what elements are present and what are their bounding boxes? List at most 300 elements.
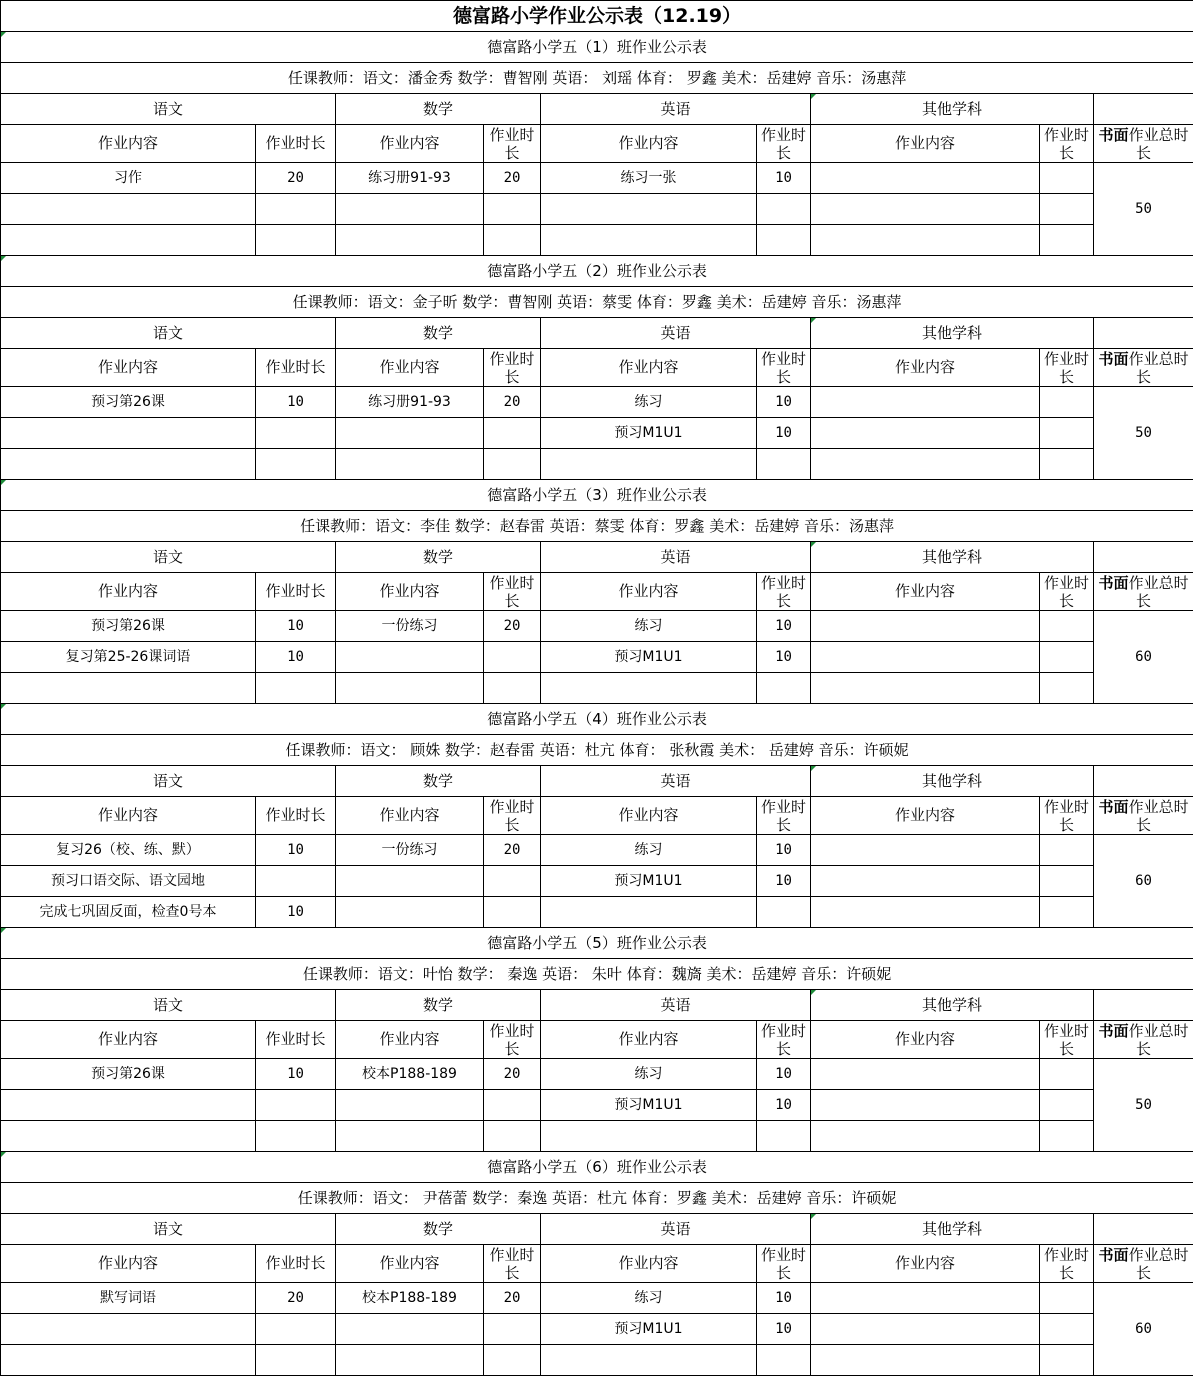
header-total-rest: 作业总时长: [1128, 1245, 1189, 1282]
header-other-duration[interactable]: 作业时长: [1040, 573, 1094, 611]
header-other-duration[interactable]: 作业时长: [1040, 1021, 1094, 1059]
header-math-content[interactable]: 作业内容: [336, 1245, 484, 1283]
english-homework[interactable]: 练习: [541, 611, 757, 642]
subject-header-row: [1, 1214, 1193, 1245]
subject-header-english[interactable]: 英语: [541, 94, 811, 125]
class-title-row: [1, 928, 1193, 959]
math-duration[interactable]: [484, 897, 541, 928]
subject-header-english[interactable]: 英语: [541, 990, 811, 1021]
english-duration[interactable]: 10: [757, 1283, 811, 1314]
math-duration[interactable]: 20: [484, 835, 541, 866]
header-math-duration[interactable]: 作业时长: [484, 797, 541, 835]
subject-header-english[interactable]: 英语: [541, 1214, 811, 1245]
math-homework[interactable]: [336, 418, 484, 449]
math-duration[interactable]: 20: [484, 1059, 541, 1090]
chinese-duration[interactable]: [256, 194, 336, 225]
class-title[interactable]: 德富路小学五（5）班作业公示表: [1, 928, 1193, 959]
other-homework[interactable]: [811, 163, 1040, 194]
header-chinese-content[interactable]: 作业内容: [1, 125, 256, 163]
english-duration[interactable]: 10: [757, 1059, 811, 1090]
other-duration[interactable]: [1040, 449, 1094, 480]
subject-header-english[interactable]: 英语: [541, 766, 811, 797]
other-duration[interactable]: [1040, 1121, 1094, 1152]
header-total-bold: 书面: [1098, 573, 1129, 592]
header-english-content[interactable]: 作业内容: [541, 349, 757, 387]
header-other-duration[interactable]: 作业时长: [1040, 797, 1094, 835]
header-english-duration[interactable]: 作业时长: [757, 797, 811, 835]
chinese-duration[interactable]: 20: [256, 163, 336, 194]
english-homework[interactable]: [541, 1121, 757, 1152]
chinese-duration[interactable]: 20: [256, 1283, 336, 1314]
other-homework[interactable]: [811, 897, 1040, 928]
chinese-duration[interactable]: 10: [256, 642, 336, 673]
english-duration[interactable]: 10: [757, 866, 811, 897]
chinese-homework[interactable]: [1, 1314, 256, 1345]
header-total-bold: 书面: [1098, 1245, 1129, 1264]
header-other-content[interactable]: 作业内容: [811, 125, 1040, 163]
header-math-content[interactable]: 作业内容: [336, 349, 484, 387]
other-homework[interactable]: [811, 387, 1040, 418]
chinese-duration[interactable]: 10: [256, 835, 336, 866]
homework-row: [1, 673, 1193, 704]
english-homework[interactable]: 预习M1U1: [541, 866, 757, 897]
header-other-duration[interactable]: 作业时长: [1040, 1245, 1094, 1283]
total-duration[interactable]: 50: [1094, 163, 1193, 256]
teacher-list[interactable]: 任课教师：语文：李佳 数学：赵春雷 英语：蔡雯 体育：罗鑫 美术：岳建婷 音乐：汤惠萍: [1, 511, 1193, 542]
header-math-duration[interactable]: 作业时长: [484, 349, 541, 387]
page-title-row: [1, 1, 1193, 32]
homework-row: [1, 866, 1193, 897]
other-duration[interactable]: [1040, 387, 1094, 418]
chinese-duration[interactable]: 10: [256, 1059, 336, 1090]
english-duration[interactable]: [757, 225, 811, 256]
other-homework[interactable]: [811, 194, 1040, 225]
header-math-duration[interactable]: 作业时长: [484, 1021, 541, 1059]
header-chinese-content[interactable]: 作业内容: [1, 1245, 256, 1283]
english-duration[interactable]: 10: [757, 387, 811, 418]
total-duration[interactable]: 50: [1094, 1059, 1193, 1152]
class-title[interactable]: 德富路小学五（4）班作业公示表: [1, 704, 1193, 735]
other-duration[interactable]: [1040, 642, 1094, 673]
chinese-duration[interactable]: [256, 418, 336, 449]
subject-header-math[interactable]: 数学: [336, 542, 541, 573]
other-duration[interactable]: [1040, 1059, 1094, 1090]
english-homework[interactable]: [541, 897, 757, 928]
chinese-homework[interactable]: [1, 194, 256, 225]
subject-header-math[interactable]: 数学: [336, 1214, 541, 1245]
header-chinese-content[interactable]: 作业内容: [1, 1021, 256, 1059]
header-math-duration[interactable]: 作业时长: [484, 573, 541, 611]
header-other-duration[interactable]: 作业时长: [1040, 125, 1094, 163]
header-total-duration[interactable]: [1094, 1245, 1193, 1283]
header-math-content[interactable]: 作业内容: [336, 125, 484, 163]
math-duration[interactable]: [484, 1121, 541, 1152]
math-homework[interactable]: [336, 897, 484, 928]
chinese-duration[interactable]: 10: [256, 897, 336, 928]
math-duration[interactable]: [484, 1090, 541, 1121]
teacher-list[interactable]: 任课教师：语文：金子昕 数学：曹智刚 英语：蔡雯 体育：罗鑫 美术：岳建婷 音乐：汤惠萍: [1, 287, 1193, 318]
header-english-content[interactable]: 作业内容: [541, 573, 757, 611]
math-duration[interactable]: [484, 225, 541, 256]
chinese-duration[interactable]: [256, 1121, 336, 1152]
chinese-duration[interactable]: [256, 1345, 336, 1376]
english-duration[interactable]: 10: [757, 835, 811, 866]
subject-header-other[interactable]: 其他学科: [811, 990, 1094, 1021]
header-chinese-content[interactable]: 作业内容: [1, 797, 256, 835]
english-duration[interactable]: [757, 1345, 811, 1376]
english-homework[interactable]: 练习: [541, 387, 757, 418]
chinese-duration[interactable]: [256, 225, 336, 256]
chinese-homework[interactable]: 预习口语交际、语文园地: [1, 866, 256, 897]
homework-row: [1, 418, 1193, 449]
chinese-duration[interactable]: [256, 866, 336, 897]
chinese-homework[interactable]: [1, 418, 256, 449]
math-homework[interactable]: 练习册91-93: [336, 163, 484, 194]
header-english-content[interactable]: 作业内容: [541, 1021, 757, 1059]
subject-header-english[interactable]: 英语: [541, 318, 811, 349]
other-duration[interactable]: [1040, 1345, 1094, 1376]
chinese-homework[interactable]: 复习第25-26课词语: [1, 642, 256, 673]
page-title[interactable]: 德富路小学作业公示表（12.19）: [1, 1, 1193, 32]
math-homework[interactable]: [336, 866, 484, 897]
header-math-content[interactable]: 作业内容: [336, 573, 484, 611]
header-chinese-duration[interactable]: 作业时长: [256, 797, 336, 835]
header-chinese-duration[interactable]: 作业时长: [256, 573, 336, 611]
english-duration[interactable]: 10: [757, 163, 811, 194]
other-duration[interactable]: [1040, 835, 1094, 866]
other-duration[interactable]: [1040, 418, 1094, 449]
subject-header-math[interactable]: 数学: [336, 766, 541, 797]
math-duration[interactable]: 20: [484, 611, 541, 642]
chinese-homework[interactable]: 预习第26课: [1, 611, 256, 642]
header-chinese-duration[interactable]: 作业时长: [256, 349, 336, 387]
header-chinese-content[interactable]: 作业内容: [1, 349, 256, 387]
header-chinese-duration[interactable]: 作业时长: [256, 125, 336, 163]
teacher-list[interactable]: 任课教师：语文：叶怡 数学： 秦逸 英语： 朱叶 体育：魏旖 美术：岳建婷 音乐：许硕妮: [1, 959, 1193, 990]
other-duration[interactable]: [1040, 194, 1094, 225]
math-duration[interactable]: [484, 1345, 541, 1376]
subject-header-row: [1, 766, 1193, 797]
homework-row: [1, 1314, 1193, 1345]
english-homework[interactable]: 练习: [541, 1059, 757, 1090]
math-homework[interactable]: [336, 642, 484, 673]
teacher-row: [1, 1183, 1193, 1214]
chinese-homework[interactable]: [1, 1090, 256, 1121]
teacher-row: [1, 735, 1193, 766]
english-homework[interactable]: 练习一张: [541, 163, 757, 194]
math-duration[interactable]: [484, 194, 541, 225]
header-total-bold: 书面: [1098, 125, 1129, 144]
chinese-homework[interactable]: 预习第26课: [1, 387, 256, 418]
total-duration[interactable]: 60: [1094, 611, 1193, 704]
class-title-row: [1, 704, 1193, 735]
other-duration[interactable]: [1040, 1283, 1094, 1314]
other-homework[interactable]: [811, 1090, 1040, 1121]
chinese-homework[interactable]: 预习第26课: [1, 1059, 256, 1090]
subject-header-blank[interactable]: [1094, 1214, 1193, 1245]
homework-row: [1, 642, 1193, 673]
class-title-row: [1, 480, 1193, 511]
header-english-duration[interactable]: 作业时长: [757, 125, 811, 163]
header-total-bold: 书面: [1098, 797, 1129, 816]
column-header-row: [1, 1245, 1193, 1283]
subject-header-chinese[interactable]: 语文: [1, 94, 336, 125]
header-total-bold: 书面: [1098, 349, 1129, 368]
header-total-rest: 作业总时长: [1128, 349, 1189, 386]
subject-header-blank[interactable]: [1094, 542, 1193, 573]
header-english-duration[interactable]: 作业时长: [757, 1245, 811, 1283]
teacher-list[interactable]: 任课教师：语文： 尹蓓蕾 数学：秦逸 英语：杜亢 体育：罗鑫 美术：岳建婷 音乐：许硕妮: [1, 1183, 1193, 1214]
math-homework[interactable]: [336, 1121, 484, 1152]
class-title-row: [1, 32, 1193, 63]
english-homework[interactable]: [541, 449, 757, 480]
header-english-content[interactable]: 作业内容: [541, 1245, 757, 1283]
header-total-duration[interactable]: [1094, 349, 1193, 387]
english-duration[interactable]: 10: [757, 611, 811, 642]
subject-header-other[interactable]: 其他学科: [811, 318, 1094, 349]
teacher-row: [1, 287, 1193, 318]
english-homework[interactable]: 练习: [541, 1283, 757, 1314]
subject-header-blank[interactable]: [1094, 766, 1193, 797]
math-homework[interactable]: [336, 1345, 484, 1376]
homework-row: [1, 1345, 1193, 1376]
other-homework[interactable]: [811, 1345, 1040, 1376]
class-title[interactable]: 德富路小学五（3）班作业公示表: [1, 480, 1193, 511]
header-total-rest: 作业总时长: [1128, 573, 1189, 610]
chinese-homework[interactable]: 习作: [1, 163, 256, 194]
header-chinese-duration[interactable]: 作业时长: [256, 1245, 336, 1283]
column-header-row: [1, 349, 1193, 387]
header-other-duration[interactable]: 作业时长: [1040, 349, 1094, 387]
subject-header-other[interactable]: 其他学科: [811, 1214, 1094, 1245]
math-homework[interactable]: 练习册91-93: [336, 387, 484, 418]
subject-header-math[interactable]: 数学: [336, 318, 541, 349]
subject-header-row: [1, 542, 1193, 573]
other-duration[interactable]: [1040, 225, 1094, 256]
total-duration[interactable]: 60: [1094, 835, 1193, 928]
header-total-duration[interactable]: [1094, 797, 1193, 835]
english-duration[interactable]: 10: [757, 1090, 811, 1121]
column-header-row: [1, 573, 1193, 611]
other-homework[interactable]: [811, 449, 1040, 480]
math-duration[interactable]: [484, 418, 541, 449]
homework-row: [1, 225, 1193, 256]
header-total-duration[interactable]: [1094, 573, 1193, 611]
other-duration[interactable]: [1040, 163, 1094, 194]
subject-header-chinese[interactable]: 语文: [1, 990, 336, 1021]
total-duration[interactable]: 60: [1094, 1283, 1193, 1376]
subject-header-other[interactable]: 其他学科: [811, 766, 1094, 797]
math-homework[interactable]: [336, 194, 484, 225]
header-total-duration[interactable]: [1094, 1021, 1193, 1059]
chinese-duration[interactable]: [256, 673, 336, 704]
other-homework[interactable]: [811, 1314, 1040, 1345]
header-english-duration[interactable]: 作业时长: [757, 573, 811, 611]
homework-row: [1, 1283, 1193, 1314]
other-duration[interactable]: [1040, 897, 1094, 928]
chinese-duration[interactable]: [256, 1090, 336, 1121]
subject-header-row: [1, 94, 1193, 125]
class-title-row: [1, 256, 1193, 287]
header-other-content[interactable]: 作业内容: [811, 1021, 1040, 1059]
english-duration[interactable]: [757, 194, 811, 225]
subject-header-other[interactable]: 其他学科: [811, 542, 1094, 573]
header-english-content[interactable]: 作业内容: [541, 125, 757, 163]
teacher-list[interactable]: 任课教师：语文： 顾姝 数学：赵春雷 英语：杜亢 体育： 张秋霞 美术： 岳建婷 音乐：许硕妮: [1, 735, 1193, 766]
header-english-duration[interactable]: 作业时长: [757, 1021, 811, 1059]
math-duration[interactable]: 20: [484, 387, 541, 418]
math-duration[interactable]: [484, 1314, 541, 1345]
header-total-bold: 书面: [1098, 1021, 1129, 1040]
subject-header-chinese[interactable]: 语文: [1, 1214, 336, 1245]
math-homework[interactable]: 一份练习: [336, 835, 484, 866]
english-duration[interactable]: [757, 1121, 811, 1152]
english-homework[interactable]: [541, 673, 757, 704]
teacher-row: [1, 511, 1193, 542]
math-duration[interactable]: [484, 642, 541, 673]
other-homework[interactable]: [811, 866, 1040, 897]
math-homework[interactable]: 校本P188-189: [336, 1059, 484, 1090]
math-homework[interactable]: [336, 449, 484, 480]
header-other-content[interactable]: 作业内容: [811, 797, 1040, 835]
homework-row: [1, 611, 1193, 642]
english-homework[interactable]: [541, 1345, 757, 1376]
other-homework[interactable]: [811, 673, 1040, 704]
other-homework[interactable]: [811, 642, 1040, 673]
class-title-row: [1, 1152, 1193, 1183]
other-homework[interactable]: [811, 418, 1040, 449]
header-other-content[interactable]: 作业内容: [811, 1245, 1040, 1283]
class-title[interactable]: 德富路小学五（1）班作业公示表: [1, 32, 1193, 63]
header-total-rest: 作业总时长: [1128, 797, 1189, 834]
subject-header-math[interactable]: 数学: [336, 990, 541, 1021]
chinese-duration[interactable]: 10: [256, 387, 336, 418]
english-duration[interactable]: 10: [757, 642, 811, 673]
math-duration[interactable]: 20: [484, 163, 541, 194]
subject-header-english[interactable]: 英语: [541, 542, 811, 573]
header-other-content[interactable]: 作业内容: [811, 349, 1040, 387]
english-duration[interactable]: [757, 897, 811, 928]
math-homework[interactable]: 一份练习: [336, 611, 484, 642]
header-total-duration[interactable]: [1094, 125, 1193, 163]
subject-header-blank[interactable]: [1094, 318, 1193, 349]
chinese-homework[interactable]: 默写词语: [1, 1283, 256, 1314]
homework-row: [1, 387, 1193, 418]
english-homework[interactable]: [541, 225, 757, 256]
chinese-homework[interactable]: [1, 673, 256, 704]
other-homework[interactable]: [811, 225, 1040, 256]
other-duration[interactable]: [1040, 866, 1094, 897]
other-homework[interactable]: [811, 611, 1040, 642]
other-homework[interactable]: [811, 1121, 1040, 1152]
header-chinese-duration[interactable]: 作业时长: [256, 1021, 336, 1059]
math-homework[interactable]: [336, 1090, 484, 1121]
math-duration[interactable]: 20: [484, 1283, 541, 1314]
header-chinese-content[interactable]: 作业内容: [1, 573, 256, 611]
other-duration[interactable]: [1040, 1314, 1094, 1345]
homework-row: [1, 449, 1193, 480]
header-other-content[interactable]: 作业内容: [811, 573, 1040, 611]
english-duration[interactable]: [757, 449, 811, 480]
subject-header-blank[interactable]: [1094, 990, 1193, 1021]
column-header-row: [1, 1021, 1193, 1059]
english-homework[interactable]: 预习M1U1: [541, 642, 757, 673]
column-header-row: [1, 797, 1193, 835]
total-duration[interactable]: 50: [1094, 387, 1193, 480]
english-homework[interactable]: 练习: [541, 835, 757, 866]
chinese-duration[interactable]: [256, 1314, 336, 1345]
homework-row: [1, 897, 1193, 928]
math-duration[interactable]: [484, 866, 541, 897]
homework-row: [1, 1121, 1193, 1152]
teacher-row: [1, 63, 1193, 94]
homework-row: [1, 163, 1193, 194]
other-homework[interactable]: [811, 1283, 1040, 1314]
english-homework[interactable]: 预习M1U1: [541, 1090, 757, 1121]
math-homework[interactable]: [336, 1314, 484, 1345]
subject-header-chinese[interactable]: 语文: [1, 542, 336, 573]
subject-header-chinese[interactable]: 语文: [1, 766, 336, 797]
chinese-duration[interactable]: [256, 449, 336, 480]
english-duration[interactable]: 10: [757, 1314, 811, 1345]
subject-header-math[interactable]: 数学: [336, 94, 541, 125]
homework-row: [1, 1090, 1193, 1121]
chinese-homework[interactable]: [1, 225, 256, 256]
chinese-homework[interactable]: [1, 449, 256, 480]
chinese-duration[interactable]: 10: [256, 611, 336, 642]
header-english-duration[interactable]: 作业时长: [757, 349, 811, 387]
chinese-homework[interactable]: 复习26（校、练、默）: [1, 835, 256, 866]
homework-row: [1, 835, 1193, 866]
other-duration[interactable]: [1040, 611, 1094, 642]
header-math-content[interactable]: 作业内容: [336, 797, 484, 835]
other-homework[interactable]: [811, 835, 1040, 866]
math-duration[interactable]: [484, 673, 541, 704]
subject-header-blank[interactable]: [1094, 94, 1193, 125]
header-total-rest: 作业总时长: [1128, 125, 1189, 162]
math-homework[interactable]: [336, 225, 484, 256]
english-homework[interactable]: 预习M1U1: [541, 418, 757, 449]
chinese-homework[interactable]: [1, 1121, 256, 1152]
teacher-row: [1, 959, 1193, 990]
english-homework[interactable]: 预习M1U1: [541, 1314, 757, 1345]
math-duration[interactable]: [484, 449, 541, 480]
homework-row: [1, 1059, 1193, 1090]
class-title[interactable]: 德富路小学五（6）班作业公示表: [1, 1152, 1193, 1183]
math-homework[interactable]: [336, 673, 484, 704]
chinese-homework[interactable]: 完成七巩固反面，检查0号本: [1, 897, 256, 928]
header-math-duration[interactable]: 作业时长: [484, 125, 541, 163]
english-homework[interactable]: [541, 194, 757, 225]
homework-row: [1, 194, 1193, 225]
english-duration[interactable]: [757, 673, 811, 704]
other-duration[interactable]: [1040, 673, 1094, 704]
header-math-duration[interactable]: 作业时长: [484, 1245, 541, 1283]
teacher-list[interactable]: 任课教师：语文：潘金秀 数学：曹智刚 英语： 刘瑶 体育： 罗鑫 美术：岳建婷 音乐：汤惠萍: [1, 63, 1193, 94]
math-homework[interactable]: 校本P188-189: [336, 1283, 484, 1314]
subject-header-other[interactable]: 其他学科: [811, 94, 1094, 125]
header-math-content[interactable]: 作业内容: [336, 1021, 484, 1059]
other-duration[interactable]: [1040, 1090, 1094, 1121]
header-english-content[interactable]: 作业内容: [541, 797, 757, 835]
column-header-row: [1, 125, 1193, 163]
english-duration[interactable]: 10: [757, 418, 811, 449]
other-homework[interactable]: [811, 1059, 1040, 1090]
class-title[interactable]: 德富路小学五（2）班作业公示表: [1, 256, 1193, 287]
subject-header-row: [1, 318, 1193, 349]
chinese-homework[interactable]: [1, 1345, 256, 1376]
subject-header-chinese[interactable]: 语文: [1, 318, 336, 349]
